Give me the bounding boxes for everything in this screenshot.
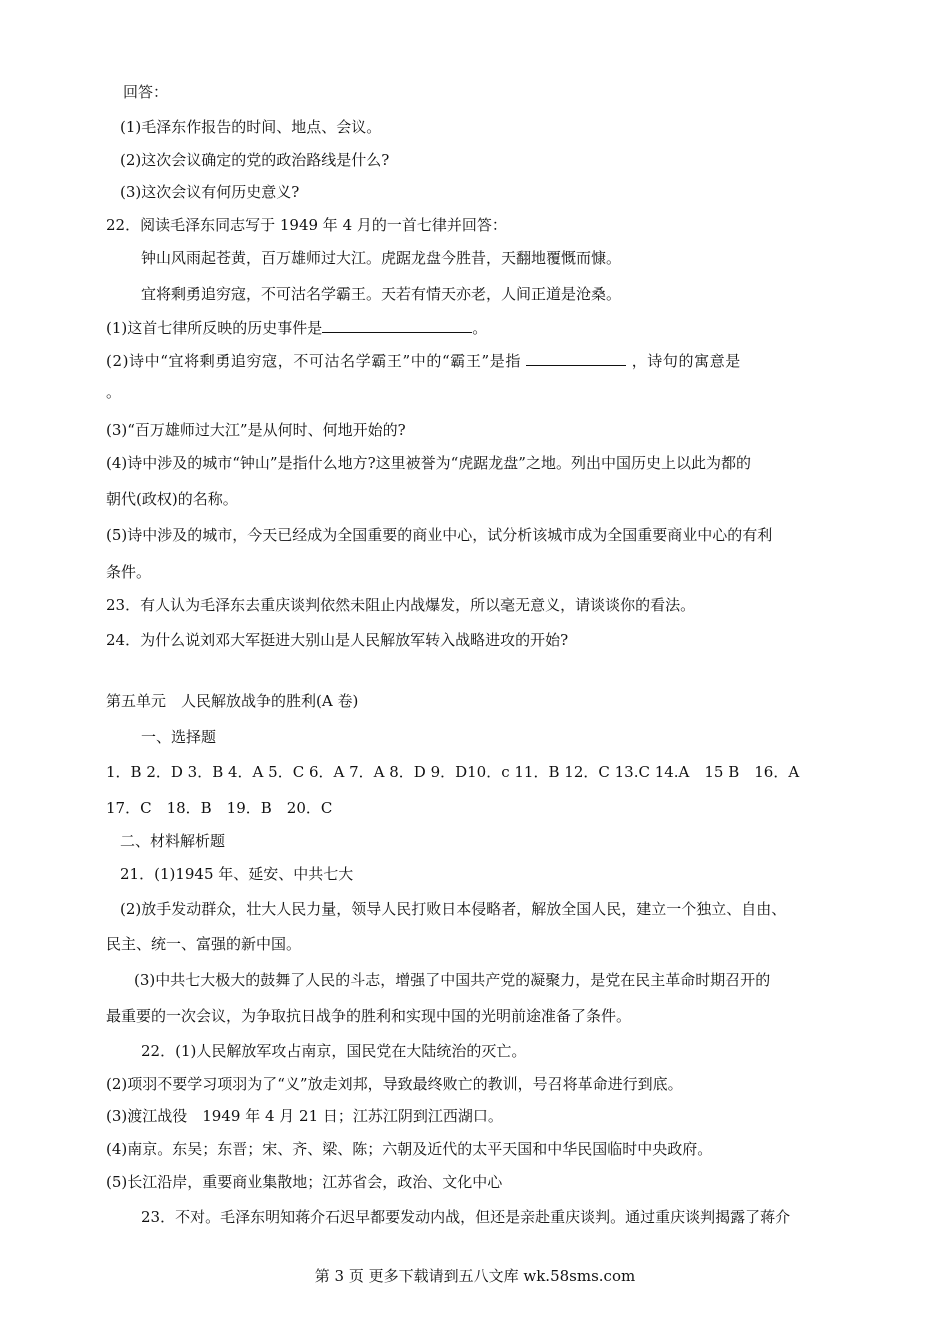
question-21-3: (3)这次会议有何历史意义? (120, 183, 300, 201)
answer-22-3: (3)渡江战役 1949 年 4 月 21 日；江苏江阴到江西湖口。 (106, 1107, 503, 1125)
answer-22-4: (4)南京。东吴；东晋；宋、齐、梁、陈；六朝及近代的太平天国和中华民国临时中央政府。 (106, 1140, 713, 1158)
unit-title: 第五单元 人民解放战争的胜利(A 卷) (106, 692, 359, 710)
answer-23: 23．不对。毛泽东明知蒋介石迟早都要发动内战，但还是亲赴重庆谈判。通过重庆谈判揭露了蒋介 (141, 1208, 791, 1226)
question-22-5-line-2: 条件。 (106, 563, 152, 581)
choice-answers-line-1: 1．B 2．D 3．B 4．A 5．C 6．A 7．A 8．D 9．D10．c 11．B 12．C 13.C 14.A 15 B 16．A (106, 763, 800, 781)
question-22-2-text: (2)诗中“宜将剩勇追穷寇，不可沽名学霸王”中的“霸王”是指 (106, 352, 521, 370)
answer-blank (526, 350, 626, 366)
answer-21-3-line-2: 最重要的一次会议，为争取抗日战争的胜利和实现中国的光明前途准备了条件。 (106, 1007, 632, 1025)
question-22-4-line-2: 朝代(政权)的名称。 (106, 490, 238, 508)
section-choice-heading: 一、选择题 (141, 728, 217, 746)
question-24: 24．为什么说刘邓大军挺进大别山是人民解放军转入战略进攻的开始? (106, 631, 569, 649)
choice-answers-line-2: 17．C 18．B 19．B 20．C (106, 799, 333, 817)
question-23: 23．有人认为毛泽东去重庆谈判依然未阻止内战爆发，所以毫无意义，请谈谈你的看法。 (106, 596, 696, 614)
question-22-3: (3)“百万雄师过大江”是从何时、何地开始的? (106, 421, 406, 439)
question-22-1 (106, 317, 487, 338)
answer-blank (322, 317, 472, 333)
question-22-4-line-1: (4)诗中涉及的城市“钟山”是指什么地方?这里被誉为“虎踞龙盘”之地。列出中国历史上以此为都的 (106, 454, 751, 472)
answer-21-2-line-2: 民主、统一、富强的新中国。 (106, 935, 302, 953)
question-21-1: (1)毛泽东作报告的时间、地点、会议。 (120, 118, 382, 136)
question-22-1-text: (1)这首七律所反映的历史事件是 (106, 319, 323, 337)
answer-21-2-line-1: (2)放手发动群众，壮大人民力量，领导人民打败日本侵略者，解放全国人民，建立一个独立、自由、 (120, 900, 787, 918)
page-footer: 第 3 页 更多下载请到五八文库 wk.58sms.com (314, 1267, 636, 1285)
section-material-heading: 二、材料解析题 (120, 832, 226, 850)
question-22-2-meaning: ，诗句的寓意是 (631, 352, 741, 370)
answer-22-1: 22．(1)人民解放军攻占南京，国民党在大陆统治的灭亡。 (141, 1042, 527, 1060)
question-22-2 (106, 350, 741, 371)
poem-line-1: 钟山风雨起苍黄，百万雄师过大江。虎踞龙盘今胜昔，天翻地覆慨而慷。 (141, 249, 622, 267)
question-22-2-end: 。 (106, 383, 122, 401)
answer-label: 回答： (123, 83, 169, 101)
answer-21-3-line-1: (3)中共七大极大的鼓舞了人民的斗志，增强了中国共产党的凝聚力，是党在民主革命时期召开的 (134, 971, 771, 989)
answer-22-2: (2)项羽不要学习项羽为了“义”放走刘邦，导致最终败亡的教训，号召将革命进行到底。 (106, 1075, 683, 1093)
question-22-5-line-1: (5)诗中涉及的城市，今天已经成为全国重要的商业中心，试分析该城市成为全国重要商业中心的有利 (106, 526, 773, 544)
question-22-intro: 22．阅读毛泽东同志写于 1949 年 4 月的一首七律并回答： (106, 216, 507, 234)
poem-line-2: 宜将剩勇追穷寇，不可沽名学霸王。天若有情天亦老，人间正道是沧桑。 (141, 285, 622, 303)
answer-22-5: (5)长江沿岸，重要商业集散地；江苏省会，政治、文化中心 (106, 1173, 503, 1191)
answer-21-1: 21．(1)1945 年、延安、中共七大 (120, 865, 354, 883)
question-22-1-end: 。 (472, 319, 488, 337)
question-21-2: (2)这次会议确定的党的政治路线是什么? (120, 151, 390, 169)
